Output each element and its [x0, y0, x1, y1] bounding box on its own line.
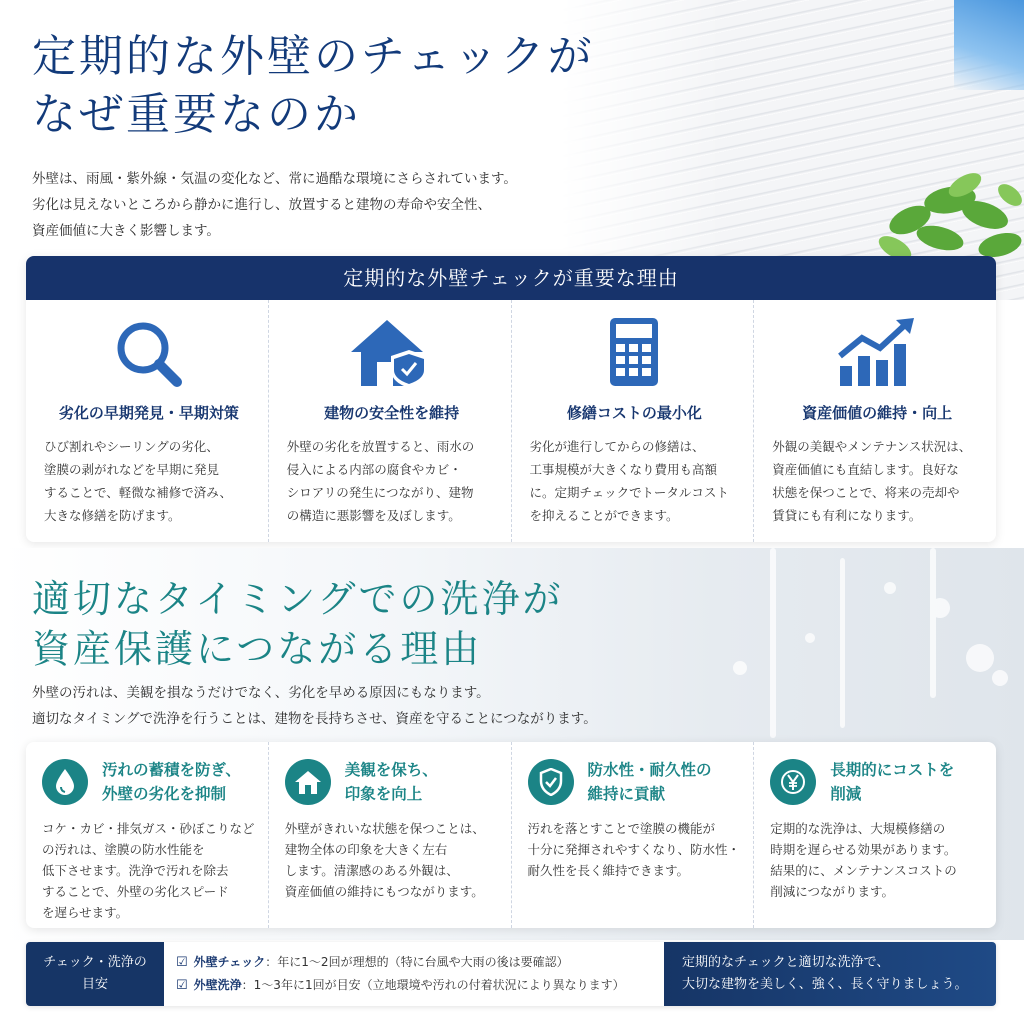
cleaning-title-line: 美観を保ち、	[344, 761, 438, 779]
guideline-wash-row	[176, 974, 664, 997]
cleaning-body-line: 資産価値の維持にもつながります。	[284, 884, 484, 899]
reason-body-line: 塗膜の剥がれなどを早期に発見	[44, 462, 220, 477]
reason-body	[44, 435, 254, 527]
cleaning-body-line: 耐久性を長く維持できます。	[527, 863, 690, 878]
reason-title: 修繕コストの最小化	[566, 404, 702, 422]
section1-title-line: なぜ重要なのか	[32, 89, 361, 140]
reason-body-line: 侵入による内部の腐食やカビ・	[286, 462, 462, 477]
guideline-list	[164, 942, 664, 1006]
cleaning-title-line: 外壁の劣化を抑制	[102, 785, 227, 803]
intro-line: 外壁は、雨風・紫外線・気温の変化など、常に過酷な環境にさらされています。	[32, 171, 517, 187]
cleaning-item	[26, 742, 268, 928]
closing-message	[664, 942, 996, 1006]
checkbox-icon: ☑	[176, 955, 188, 970]
intro-line: 劣化は見えないところから静かに進行し、放置すると建物の寿命や安全性、	[32, 197, 491, 213]
magnifier-icon	[109, 316, 189, 390]
section2-title-line: 資産保護につながる理由	[32, 627, 483, 671]
cleaning-title-line: 防水性・耐久性の	[587, 761, 712, 779]
cleaning-body-line: 外壁がきれいな状態を保つことは、	[284, 821, 485, 836]
reason-item	[753, 300, 996, 542]
cleaning-item-title	[830, 758, 954, 806]
calculator-icon	[604, 316, 664, 390]
cleaning-item-title	[345, 758, 438, 806]
cleaning-item-title	[588, 758, 712, 806]
cleaning-body-line: 建物全体の印象を大きく左右	[284, 842, 448, 857]
section2-intro	[32, 680, 672, 732]
guideline-footer	[26, 942, 996, 1006]
cleaning-item-title	[102, 758, 241, 806]
cleaning-card	[26, 742, 996, 928]
reason-title: 建物の安全性を維持	[324, 404, 460, 422]
section1-title	[32, 28, 652, 144]
reason-body-line: 工事規模が大きくなり費用も高額	[529, 462, 718, 477]
reason-body-line: 外観の美観やメンテナンス状況は、	[772, 439, 972, 454]
cleaning-body-line: 削減につながります。	[770, 884, 895, 899]
reason-body-line: シロアリの発生につながり、建物	[286, 485, 474, 500]
house-shield-icon	[347, 316, 437, 390]
cleaning-title-line: 維持に貢献	[587, 785, 666, 803]
guideline-label-line: チェック・洗浄の	[43, 955, 147, 970]
sky-image	[954, 0, 1024, 90]
cleaning-item-body	[42, 818, 256, 923]
growth-chart-icon	[834, 316, 920, 390]
guideline-check-row	[176, 951, 664, 974]
cleaning-title-line: 印象を向上	[344, 785, 423, 803]
reason-body	[287, 435, 497, 527]
reason-body-line: の構造に悪影響を及ぼします。	[286, 508, 461, 523]
reason-body	[772, 435, 982, 527]
cleaning-item	[268, 742, 511, 928]
reason-body-line: を抑えることができます。	[529, 508, 679, 523]
cleaning-body-line: コケ・カビ・排気ガス・砂ぼこりなど	[42, 821, 255, 836]
reason-title: 劣化の早期発見・早期対策	[58, 404, 239, 422]
house-icon	[285, 759, 331, 805]
reason-body-line: 外壁の劣化を放置すると、雨水の	[286, 439, 475, 454]
guideline-check-key: 外壁チェック	[193, 955, 266, 969]
cleaning-title-line: 汚れの蓄積を防ぎ、	[102, 761, 241, 779]
reason-body-line: 資産価値にも直結します。良好な	[772, 462, 959, 477]
reasons-card	[26, 256, 996, 542]
cleaning-item-body	[285, 818, 499, 902]
guideline-wash-text: ：1〜3年に1回が目安（立地環境や汚れの付着状況により異なります）	[241, 978, 625, 992]
cleaning-body-line: 定期的な洗浄は、大規模修繕の	[770, 821, 946, 836]
intro-line: 適切なタイミングで洗浄を行うことは、建物を長持ちさせ、資産を守ることにつながります。	[32, 711, 597, 727]
section1-intro	[32, 166, 632, 244]
section2-title	[32, 574, 652, 674]
cleaning-item-body	[528, 818, 742, 881]
cleaning-body-line: 汚れを落とすことで塗膜の機能が	[527, 821, 716, 836]
guideline-label-line: 目安	[81, 977, 108, 992]
intro-line: 資産価値に大きく影響します。	[32, 223, 220, 239]
cleaning-body-line: 時期を遅らせる効果があります。	[770, 842, 957, 857]
reason-body-line: 状態を保つことで、将来の売却や	[772, 485, 960, 500]
cleaning-item-body	[770, 818, 984, 902]
cleaning-item	[753, 742, 996, 928]
reason-item	[511, 300, 754, 542]
reason-body-line: することで、軽微な補修で済み、	[44, 485, 233, 500]
cleaning-title-line: 長期的にコストを	[830, 761, 955, 779]
closing-message-line: 大切な建物を美しく、強く、長く守りましょう。	[682, 977, 968, 992]
reason-body-line: に。定期チェックでトータルコスト	[529, 485, 729, 500]
reason-body	[530, 435, 740, 527]
water-drop-icon	[42, 759, 88, 805]
guideline-wash-key: 外壁洗浄	[193, 978, 242, 992]
cleaning-title-line: 削減	[830, 785, 862, 803]
closing-message-line: 定期的なチェックと適切な洗浄で、	[682, 955, 890, 970]
section2-title-line: 適切なタイミングでの洗浄が	[32, 577, 564, 621]
cleaning-body-line: します。清潔感のある外観は、	[284, 863, 459, 878]
section1-title-line: 定期的な外壁のチェックが	[32, 31, 595, 82]
intro-line: 外壁の汚れは、美観を損なうだけでなく、劣化を早める原因にもなります。	[32, 685, 490, 701]
reason-body-line: 劣化が進行してからの修繕は、	[529, 439, 705, 454]
reason-item	[268, 300, 511, 542]
reason-body-line: ひび割れやシーリングの劣化、	[44, 439, 219, 454]
cleaning-body-line: の汚れは、塗膜の防水性能を	[42, 842, 205, 857]
shield-check-icon	[528, 759, 574, 805]
cleaning-body-line: を遅らせます。	[42, 905, 129, 920]
plant-leaves-image	[870, 160, 1024, 270]
guideline-label	[26, 942, 164, 1006]
reasons-card-header: 定期的な外壁チェックが重要な理由	[26, 256, 996, 300]
checkbox-icon: ☑	[176, 978, 188, 993]
cleaning-body-line: 低下させます。洗浄で汚れを除去	[42, 863, 229, 878]
cleaning-body-line: することで、外壁の劣化スピード	[42, 884, 229, 899]
guideline-check-text: ：年に1〜2回が理想的（特に台風や大雨の後は要確認）	[265, 955, 569, 969]
cleaning-body-line: 結果的に、メンテナンスコストの	[770, 863, 957, 878]
water-droplets-image	[640, 548, 1024, 748]
cleaning-body-line: 十分に発揮されやすくなり、防水性・	[527, 842, 741, 857]
cleaning-item	[511, 742, 754, 928]
reason-body-line: 大きな修繕を防げます。	[44, 508, 181, 523]
reason-body-line: 賃貸にも有利になります。	[772, 508, 922, 523]
reason-item	[26, 300, 268, 542]
reason-title: 資産価値の維持・向上	[802, 404, 953, 422]
yen-icon	[770, 759, 816, 805]
